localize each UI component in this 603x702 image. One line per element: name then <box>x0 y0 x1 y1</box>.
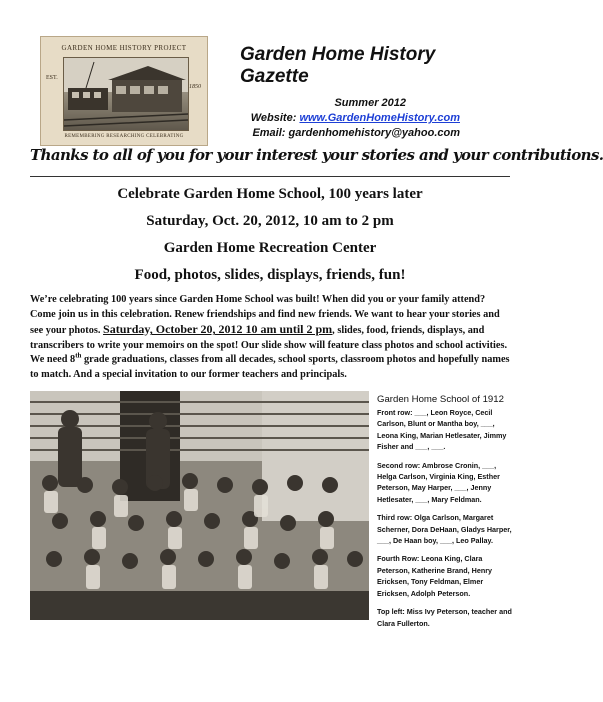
email-address: gardenhomehistory@yahoo.com <box>288 127 460 139</box>
thanks-banner: Thanks to all of you for your interest your stories and your contributions. <box>30 146 603 164</box>
caption-top-left: Top left: Miss Ivy Peterson, teacher and Clara Fullerton. <box>377 607 512 628</box>
caption-front-row: Front row: ___, Leon Royce, Cecil Carlson, Blunt or Mantha boy, ___, Leona King, Marian Hetlesater, Jimmy Fisher and ___, ___. <box>377 408 507 452</box>
event-place: Garden Home Recreation Center <box>163 240 377 256</box>
body-part-1: We’re celebrating 100 years since Garden Home School was built! When did you or your family attend? Come join us in this celebration. Renew friendships and find new friends. We want to hear your stories and see your photos. <box>30 294 500 337</box>
body-part-2: , slides, food, friends, displays, and transcribers to write your memoirs on the spot! Our slide show will feature class photos and school activities. We need 8 <box>30 325 508 366</box>
photo-caption <box>377 393 513 636</box>
event-tagline: Food, photos, slides, displays, friends, fun! <box>134 267 406 283</box>
event-headline: Celebrate Garden Home School, 100 years later <box>117 186 423 202</box>
website-label: Website: <box>250 112 300 124</box>
logo-year: 1850 <box>189 84 201 90</box>
garden-home-history-project-logo <box>40 36 208 146</box>
logo-tagline: REMEMBERING RESEARCHING CELEBRATING <box>64 134 184 139</box>
caption-third-row: Third row: Olga Carlson, Margaret Scherner, Dora DeHaan, Gladys Harper, ___, De Haan boy, ___, Leo Pallay. <box>377 513 512 546</box>
logo-trolley-photo <box>63 57 189 131</box>
caption-second-row: Second row: Ambrose Cronin, ___, Helga Carlson, Virginia King, Esther Peterson, May Harper, ___, Jenny Hetlesater, ___, Mary Feldman. <box>377 460 500 504</box>
email-label: Email: <box>252 127 289 139</box>
divider-rule <box>30 176 510 177</box>
caption-fourth-row: Fourth Row: Leona King, Clara Peterson, Katherine Brand, Henry Ericksen, Tony Feldman, Elmer Ericksen, Adolph Peterson. <box>377 554 493 598</box>
body-superscript: th <box>75 351 82 360</box>
trolley-station-image <box>64 58 188 130</box>
class-photo-image <box>30 391 369 620</box>
body-paragraph <box>30 293 510 383</box>
class-photo-1912 <box>30 391 369 620</box>
event-date: Saturday, Oct. 20, 2012, 10 am to 2 pm <box>146 213 394 229</box>
issue-date: Summer 2012 <box>334 97 406 109</box>
logo-title: GARDEN HOME HISTORY PROJECT <box>61 44 187 52</box>
logo-est-label: EST. <box>46 75 58 81</box>
caption-title: Garden Home School of 1912 <box>377 394 504 405</box>
website-link[interactable]: www.GardenHomeHistory.com <box>299 112 460 124</box>
website-line <box>251 112 460 124</box>
body-part-3: grade graduations, classes from all decades, school sports, classroom photos and hopefully names to match. And a special invitation to our former teachers and principals. <box>30 354 510 380</box>
gazette-title: Garden Home History Gazette <box>240 44 436 87</box>
email-line <box>252 127 460 139</box>
body-highlight-date: Saturday, October 20, 2012 10 am until 2 pm <box>103 322 333 337</box>
